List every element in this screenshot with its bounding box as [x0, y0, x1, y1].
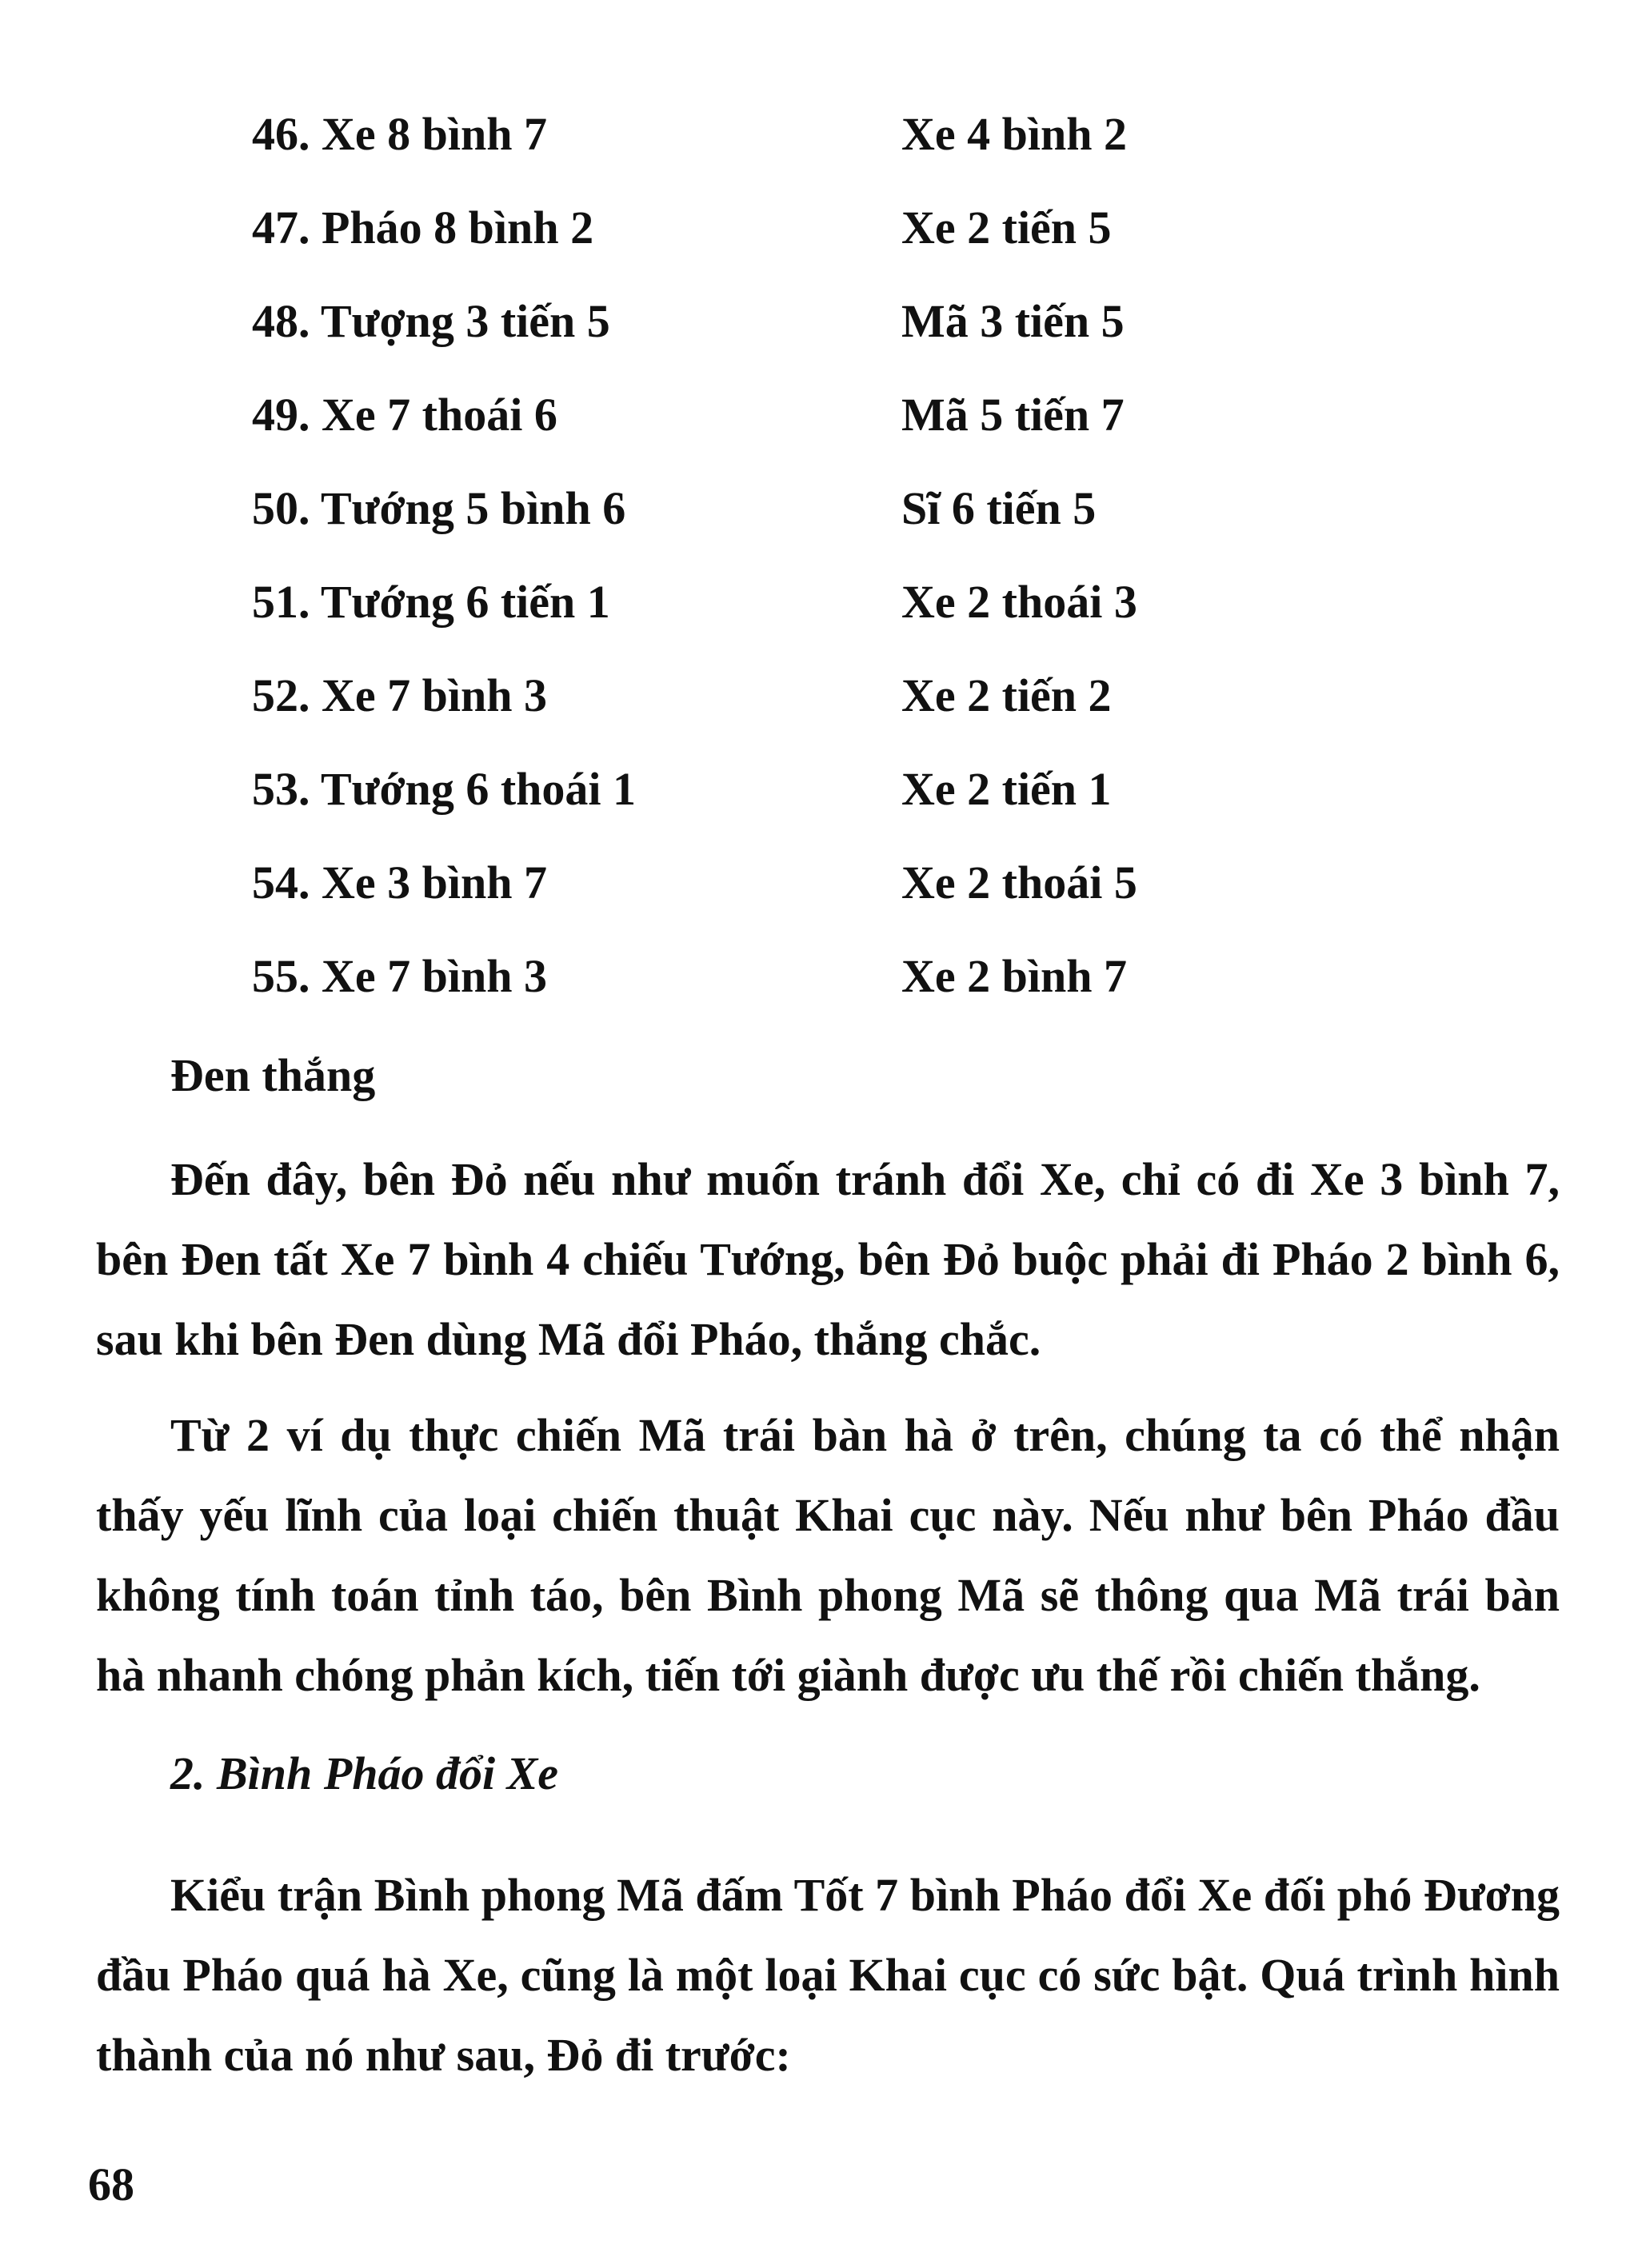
red-move: 52. Xe 7 bình 3 — [252, 669, 548, 721]
move-row — [252, 664, 1212, 757]
red-move: 51. Tướng 6 tiến 1 — [252, 576, 610, 628]
black-move: Xe 2 tiến 5 — [901, 202, 1112, 254]
red-move: 53. Tướng 6 thoái 1 — [252, 763, 637, 815]
move-row — [252, 477, 1212, 570]
black-move: Sĩ 6 tiến 5 — [901, 482, 1097, 534]
move-list — [252, 102, 1212, 1038]
red-move: 48. Tượng 3 tiến 5 — [252, 295, 610, 347]
black-move: Mã 5 tiến 7 — [901, 389, 1125, 441]
red-move: 49. Xe 7 thoái 6 — [252, 389, 557, 441]
move-row — [252, 383, 1212, 477]
page-number: 68 — [88, 2158, 134, 2210]
move-row — [252, 196, 1212, 289]
black-move: Xe 4 bình 2 — [901, 108, 1128, 160]
game-result: Đen thắng — [170, 1049, 376, 1101]
black-move: Xe 2 bình 7 — [901, 950, 1128, 1002]
move-row — [252, 944, 1212, 1038]
move-row — [252, 102, 1212, 196]
black-move: Xe 2 tiến 2 — [901, 669, 1112, 721]
body-paragraph: Từ 2 ví dụ thực chiến Mã trái bàn hà ở trên, chúng ta có thể nhận thấy yếu lĩnh của loại chiến thuật Khai cục này. Nếu như bên Pháo đầu không tính toán tỉnh táo, bên Bình phong Mã sẽ thông qua Mã trái bàn hà nhanh chóng phản kích, tiến tới giành được ưu thế rồi chiến thắng. — [96, 1409, 1560, 1701]
move-row — [252, 851, 1212, 944]
black-move: Xe 2 thoái 3 — [901, 576, 1137, 628]
red-move: 46. Xe 8 bình 7 — [252, 108, 548, 160]
red-move: 50. Tướng 5 bình 6 — [252, 482, 626, 534]
move-row — [252, 757, 1212, 851]
section-heading: 2. Bình Pháo đổi Xe — [170, 1747, 559, 1799]
red-move: 47. Pháo 8 bình 2 — [252, 202, 594, 254]
body-paragraph: Đến đây, bên Đỏ nếu như muốn tránh đổi Xe, chỉ có đi Xe 3 bình 7, bên Đen tất Xe 7 bình 4 chiếu Tướng, bên Đỏ buộc phải đi Pháo 2 bình 6, sau khi bên Đen dùng Mã đổi Pháo, thắng chắc. — [96, 1153, 1560, 1365]
red-move: 55. Xe 7 bình 3 — [252, 950, 548, 1002]
red-move: 54. Xe 3 bình 7 — [252, 856, 548, 908]
black-move: Xe 2 thoái 5 — [901, 856, 1137, 908]
move-row — [252, 289, 1212, 383]
black-move: Mã 3 tiến 5 — [901, 295, 1125, 347]
black-move: Xe 2 tiến 1 — [901, 763, 1112, 815]
move-row — [252, 570, 1212, 664]
body-paragraph: Kiểu trận Bình phong Mã đấm Tốt 7 bình Pháo đổi Xe đối phó Đương đầu Pháo quá hà Xe, cũng là một loại Khai cục có sức bật. Quá trình hình thành của nó như sau, Đỏ đi trước: — [96, 1869, 1560, 2081]
